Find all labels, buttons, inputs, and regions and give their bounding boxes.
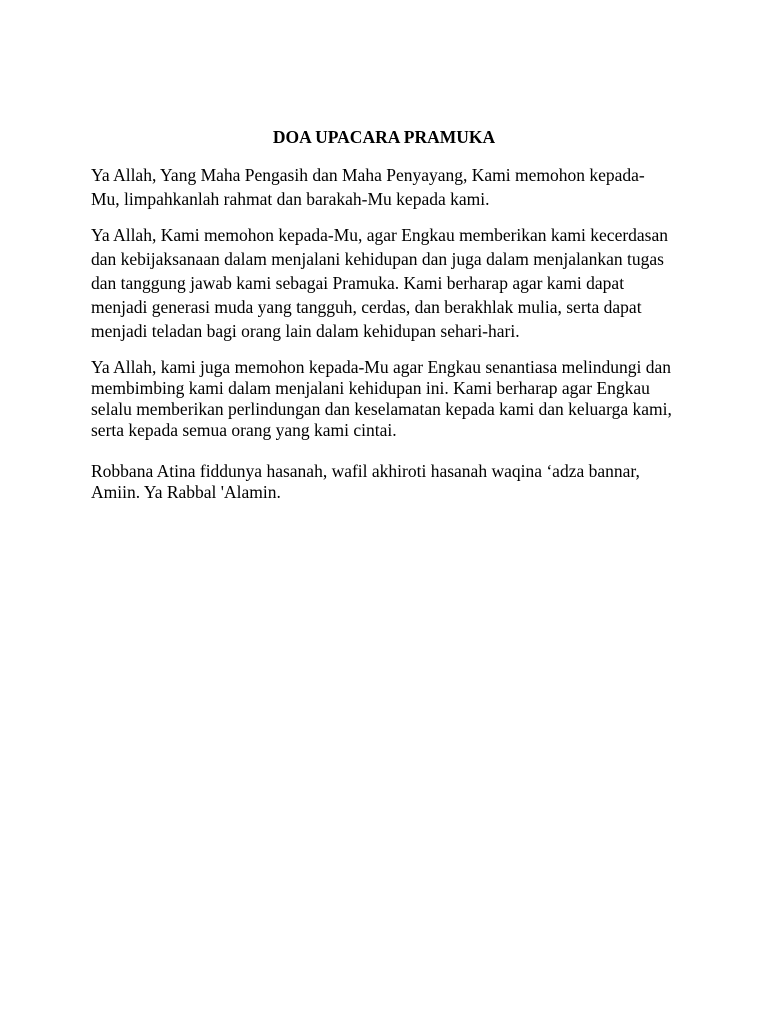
paragraph-line: menjadi generasi muda yang tangguh, cerdas, dan berakhlak mulia, serta dapat <box>91 297 642 317</box>
paragraph-line: serta kepada semua orang yang kami cintai. <box>91 420 397 440</box>
paragraph-line: Ya Allah, kami juga memohon kepada-Mu agar Engkau senantiasa melindungi dan <box>91 357 671 377</box>
paragraph-line: Robbana Atina fiddunya hasanah, wafil akhiroti hasanah waqina ‘adza bannar, <box>91 461 640 481</box>
paragraph-4 <box>91 461 640 503</box>
paragraph-line: Ya Allah, Yang Maha Pengasih dan Maha Penyayang, Kami memohon kepada- <box>91 165 645 185</box>
paragraph-line: Mu, limpahkanlah rahmat dan barakah-Mu kepada kami. <box>91 189 490 209</box>
paragraph-1 <box>91 163 645 211</box>
paragraph-line: dan kebijaksanaan dalam menjalani kehidupan dan juga dalam menjalankan tugas <box>91 249 664 269</box>
document-title: DOA UPACARA PRAMUKA <box>272 127 496 147</box>
paragraph-line: dan tanggung jawab kami sebagai Pramuka. Kami berharap agar kami dapat <box>91 273 625 293</box>
paragraph-line: Ya Allah, Kami memohon kepada-Mu, agar Engkau memberikan kami kecerdasan <box>91 225 669 245</box>
paragraph-line: membimbing kami dalam menjalani kehidupan ini. Kami berharap agar Engkau <box>91 378 650 398</box>
paragraph-line: selalu memberikan perlindungan dan keselamatan kepada kami dan keluarga kami, <box>91 399 672 419</box>
paragraph-line: Amiin. Ya Rabbal 'Alamin. <box>91 482 281 502</box>
paragraph-3 <box>91 357 672 441</box>
paragraph-line: menjadi teladan bagi orang lain dalam kehidupan sehari-hari. <box>91 321 520 341</box>
paragraph-2 <box>91 223 668 343</box>
